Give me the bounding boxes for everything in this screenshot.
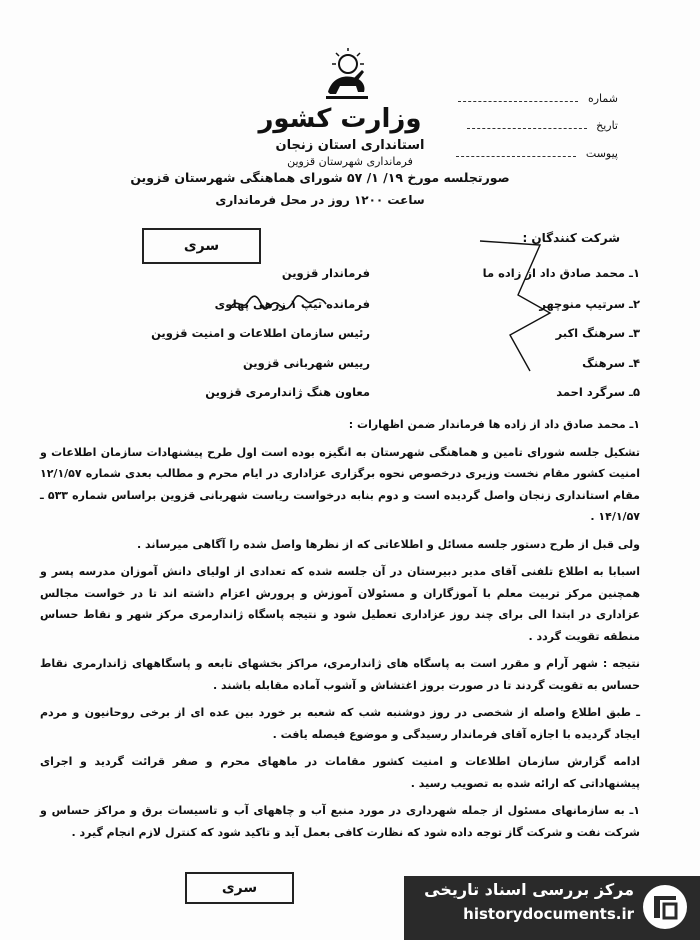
classification-stamp-bottom: سری <box>185 872 294 904</box>
handwritten-bracket-mark <box>470 235 560 375</box>
handwritten-signature <box>228 292 328 316</box>
body-paragraph: اسبابا به اطلاع تلفنی آقای مدیر دبیرستان در آن جلسه شده که تعدادی از اولیای دانش آموزان مدرسه پسر و همچنین مرکز تربیت معلم با آموزگاران و مسئولان آموزش و پرورش اعزام داشته اند تا در خواست مجالس عزاداری در ابتدا الی برای چند روز عزاداری تعطیل شود و نتیجه پاسگاه ژاندارمری مرکز شهر و نقاط حساس منطقه تقویت گردد . <box>40 565 640 643</box>
date-field <box>467 119 618 132</box>
participant-row <box>80 385 640 405</box>
date-line <box>467 128 587 129</box>
meeting-time: ساعت ۱۲۰۰ روز در محل فرمانداری <box>215 193 425 207</box>
governorate-name: استانداری استان زنجان <box>275 138 425 153</box>
archive-logo-icon <box>640 882 690 932</box>
body-paragraph: ۱ـ به سازمانهای مسئول از جمله شهرداری در مورد منبع آب و چاههای آب و تاسیسات برق و مراکز حساس و شرکت نفت و شرکت گاز توجه داده شود که نظارت کافی بعمل آید و تاکید شود که کنترل لازم انجام گیرد . <box>40 804 640 839</box>
body-paragraph: تشکیل جلسه شورای تامین و هماهنگی شهرستان به انگیزه بوده است اول طرح پیشنهادات سازمان اطلاعات و امنیت کشور مقام نخست وزیری درخصوص نحوه برگزاری عزاداری در ایام محرم و مطالب بعدی شماره ۱۲/۱/۵۷ مقام استانداری زنجان واصل گردیده است و دوم بنابه درخواست ریاست شهربانی قزوین براساس شماره ۵۳۳ ـ ۱۴/۱/۵۷ . <box>40 445 640 523</box>
participant-name: ۳ـ سرهنگ اکبر <box>555 326 640 340</box>
watermark-brand-url: historydocuments.ir <box>463 905 634 923</box>
body-paragraph: ادامه گزارش سازمان اطلاعات و امنیت کشور مقامات در ماههای محرم و صفر قرائت گردید و اجرای پیشنهاداتی که ارائه شده به تصویب رسید . <box>40 755 640 790</box>
participant-name: ۵ـ سرگرد احمد <box>556 385 640 399</box>
attachment-line <box>456 156 576 157</box>
watermark-brand-name: مرکز بررسی اسناد تاریخی <box>424 880 634 899</box>
participant-position: رئیس سازمان اطلاعات و امنیت قزوین <box>151 326 370 340</box>
participant-name: ۲ـ سرتیپ منوچهر <box>539 297 640 311</box>
number-label: شماره <box>587 92 618 105</box>
attachment-field <box>456 147 618 160</box>
number-field <box>458 92 618 105</box>
body-paragraph: ولی قبل از طرح دستور جلسه مسائل و اطلاعاتی که از نظرها واصل شده را آگاهی میرساند . <box>137 537 640 551</box>
attachment-label: پیوست <box>585 147 618 160</box>
participant-position: معاون هنگ ژاندارمری قزوین <box>205 385 370 399</box>
minutes-body <box>40 414 640 849</box>
body-paragraph: ـ طبق اطلاع واصله از شخصی در روز دوشنبه شب که شعبه بر خورد بین عده ای از برخی روحانیون و مردم ایجاد گردیده با اجازه آقای فرماندار رسیدگی و موضوع فیصله یافت . <box>40 706 640 741</box>
number-line <box>458 101 578 102</box>
body-paragraph: نتیجه : شهر آرام و مقرر است به پاسگاه های ژاندارمری، مراکز بخشهای تابعه و پاسگاههای ژاندارمری نقاط حساس به تقویت گردند تا در صورت بروز اغتشاش و آشوب آماده مقابله باشند . <box>40 657 640 692</box>
date-label: تاریخ <box>596 119 618 132</box>
lion-and-sun-emblem-icon <box>318 48 374 104</box>
participants-heading: شرکت کنندگان : <box>522 231 620 245</box>
ministry-title: وزارت کشور <box>258 104 422 134</box>
participant-name: ۱ـ محمد صادق داد از زاده ما <box>482 266 640 280</box>
body-paragraph: ۱ـ محمد صادق داد از زاده ها فرماندار ضمن اظهارات : <box>348 418 640 431</box>
participant-name: ۴ـ سرهنگ <box>582 356 640 370</box>
participant-position: فرماندار قزوین <box>281 266 370 280</box>
participant-position: فرمانده تیپ ۱ زرهی پهلوی <box>214 297 370 311</box>
participant-position: رییس شهربانی قزوین <box>242 356 370 370</box>
minutes-title: صورتجلسه مورخ ۱۹/ ۱/ ۵۷ شورای هماهنگی شهرستان قزوین <box>130 170 510 185</box>
classification-stamp-top: سری <box>142 228 261 264</box>
county-office-name: فرمانداری شهرستان قزوین <box>287 155 413 168</box>
